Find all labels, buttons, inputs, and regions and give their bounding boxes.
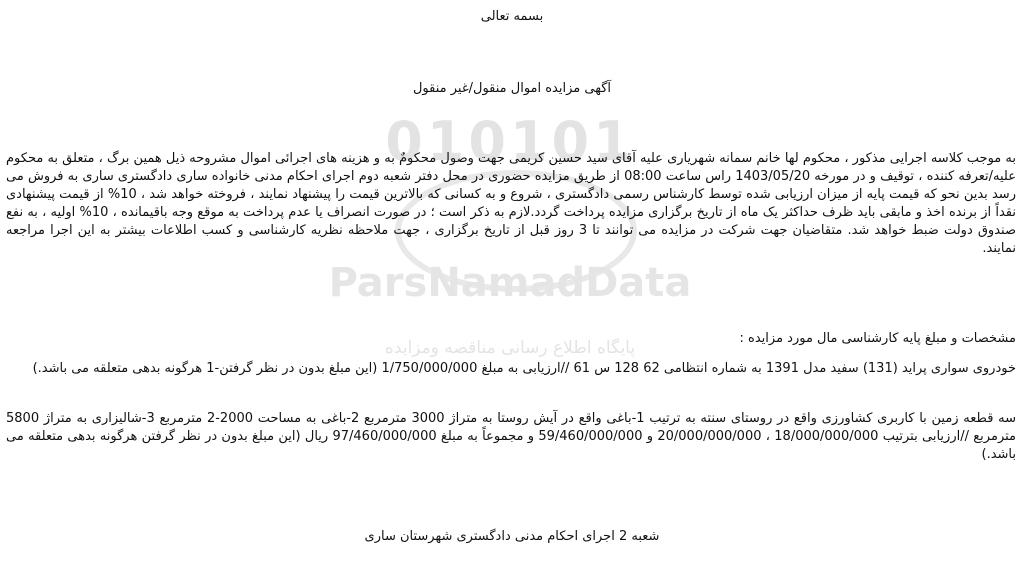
notice-title: آگهی مزایده اموال منقول/غیر منقول [412,81,612,96]
watermark-brand: ParsNamadData [328,260,692,306]
watermark-code: 010101 [385,110,635,173]
auction-item-2: سه قطعه زمین با کاربری کشاورزی واقع در روستای سنته به ترتیب 1-باغی واقع در آیش روستا به متراژ 3000 مترمربع 2-باغی به مساحت 2000-2 مترمربع 3-شالیزاری به متراژ 5800 مترمربع //ارزیابی بترتیب 18/000/000/000 ، 20/000/000/000 و 59/460/000/000 و مجموعاً به مبلغ 97/460/000/000 ریال (این مبلغ بدون در نظر گرفتن هرگونه بدهی متعلقه می باشد.) [6,411,1017,462]
specs-heading: مشخصات و مبلغ پایه کارشناسی مال مورد مزایده : [739,331,1016,346]
issuer-signature: شعبه 2 اجرای احکام مدنی دادگستری شهرستان ساری [364,529,660,544]
auction-item-1: خودروی سواری پراید (131) سفید مدل 1391 به شماره انتظامی 62 128 س 61 //ارزیابی به مبلغ 1/750/000/000 (این مبلغ بدون در نظر گرفتن-1 هرگونه بدهی متعلقه می باشد.) [32,361,1016,376]
bismillah-heading: بسمه تعالی [480,9,544,24]
watermark-tagline: پایگاه اطلاع رسانی مناقصه ومزایده [384,338,636,358]
notice-intro-paragraph: به موجب کلاسه اجرایی مذکور ، محکوم لها خانم سمانه شهریاری علیه آقای سید حسین کریمی جهت وصول محکومٌ به و هزینه های اجرائی اموال مشروحه ذیل همین برگ ، متعلق به محکوم علیه/تعرفه کننده ، توقیف و در مورخه 1403/05/20 راس ساعت 08:00 از طریق مزایده حضوری در محل دفتر شعبه دوم اجرای احکام مدنی خانواده ساری دادگستری ساری به فروش می رسد بدین نحو که قیمت پایه از میزان ارزیابی شده توسط کارشناس رسمی دادگستری ، شروع و به کسانی که بالاترین قیمت را پیشنهاد نمایند ، فروخته خواهد شد ، 10% از قیمت پیشنهادی نقداً از برنده اخذ و مابقی باید ظرف حداکثر یک ماه از تاریخ برگزاری مزایده پرداخت گردد.لازم به ذکر است ؛ در صورت انصراف یا عدم پرداخت به موقع وجه باقیمانده ، 10% اولیه ، به نفع صندوق دولت ضبط خواهد شد. متقاضیان جهت شرکت در مزایده می توانند تا 3 روز قبل از تاریخ برگزاری ، جهت ملاحظه نظریه کارشناسی و کسب اطلاعات بیشتر به این اجرا مراجعه نمایند. [6,151,1016,256]
